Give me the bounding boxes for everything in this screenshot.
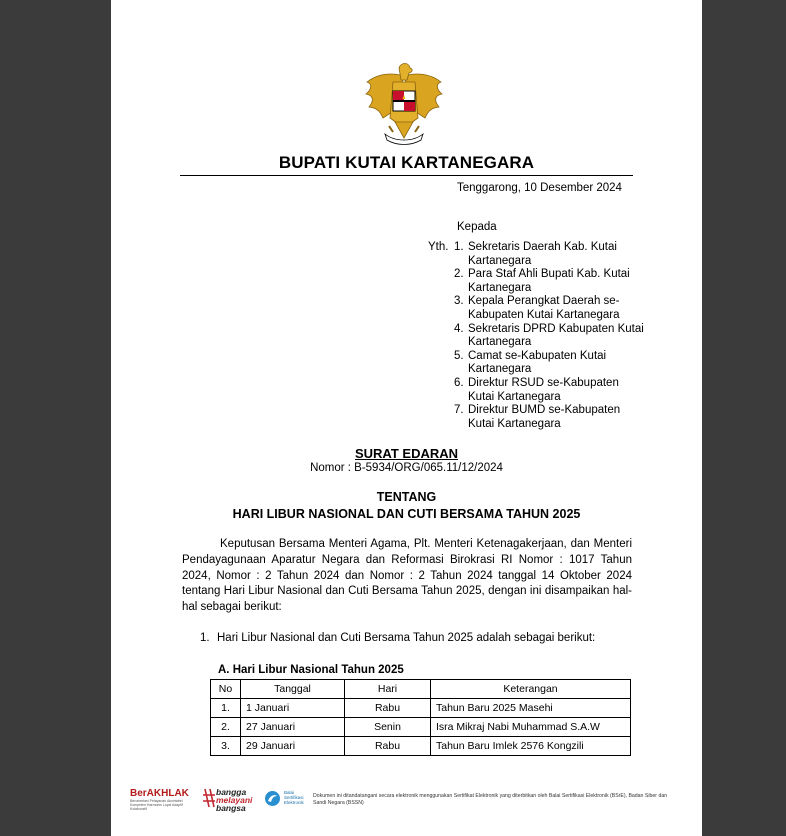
table-cell: Senin <box>345 718 431 737</box>
section-heading: A. Hari Libur Nasional Tahun 2025 <box>218 664 404 676</box>
table-cell: Isra Mikraj Nabi Muhammad S.A.W <box>431 718 631 737</box>
circular-subject: HARI LIBUR NASIONAL DAN CUTI BERSAMA TAHUN 2025 <box>232 507 581 521</box>
table-cell: 3. <box>211 737 241 756</box>
letter-date: Tenggarong, 10 Desember 2024 <box>457 182 622 194</box>
recipient-list <box>454 241 644 431</box>
tentang-heading: TENTANG <box>376 490 437 504</box>
bangga-melayani-mark-icon <box>203 787 215 809</box>
column-header: No <box>211 680 241 699</box>
column-header: Hari <box>345 680 431 699</box>
column-header: Tanggal <box>241 680 345 699</box>
holiday-table <box>210 679 631 756</box>
recipient-number: 6. <box>454 376 464 389</box>
intro-paragraph: Keputusan Bersama Menteri Agama, Plt. Menteri Ketenagakerjaan, dan Menteri Pendayagunaan Aparatur Negara dan Reformasi Birokrasi RI Nomor : 1017 Tahun 2024, Nomor : 2 Tahun 2024 dan Nomor : 2 Tahun 2024 tanggal 14 Oktober 2024 tentang Hari Libur Nasional dan Cuti Bersama Tahun 2025, dengan ini disampaikan hal-hal sebagai berikut: <box>182 538 632 614</box>
recipient-text: Kepala Perangkat Daerah se-Kabupaten Kutai Kartanegara <box>468 295 620 321</box>
kepada-label: Kepada <box>457 221 497 233</box>
table-row <box>211 737 631 756</box>
bangga-text: bangga <box>216 787 247 797</box>
issuer-title: BUPATI KUTAI KARTANEGARA <box>278 153 535 172</box>
table-cell: 29 Januari <box>241 737 345 756</box>
table-cell: Tahun Baru 2025 Masehi <box>431 699 631 718</box>
table-cell: 27 Januari <box>241 718 345 737</box>
table-cell: Tahun Baru Imlek 2576 Kongzili <box>431 737 631 756</box>
recipient-number: 4. <box>454 322 464 335</box>
recipient-text: Camat se-Kabupaten Kutai Kartanegara <box>468 349 607 376</box>
berakhlak-logo <box>130 788 192 811</box>
list-item <box>454 295 644 322</box>
item-number: 1. <box>200 632 210 644</box>
circular-title: SURAT EDARAN <box>354 446 459 461</box>
recipient-text: Para Staf Ahli Bupati Kab. Kutai Kartanegara <box>468 268 630 294</box>
bangsa-text: bangsa <box>216 803 246 813</box>
column-header: Keterangan <box>431 680 631 699</box>
table-row <box>211 699 631 718</box>
garuda-emblem-icon <box>363 62 445 150</box>
table-cell: Rabu <box>345 699 431 718</box>
recipient-number: 2. <box>454 268 464 281</box>
recipient-number: 1. <box>454 241 464 253</box>
table-cell: Rabu <box>345 737 431 756</box>
berakhlak-text: BerAKHLAK <box>130 788 189 799</box>
list-item <box>454 241 644 268</box>
recipient-number: 5. <box>454 349 464 362</box>
list-item <box>454 268 644 295</box>
recipient-text: Sekretaris Daerah Kab. Kutai Kartanegara <box>468 241 617 267</box>
yth-label: Yth. <box>428 241 449 253</box>
esign-disclaimer: Dokumen ini ditandatangani secara elektronik menggunakan Sertifikat Elektronik yang diterbitkan oleh Balai Sertifikasi Elektronik (BSrE), Badan Siber dan Sandi Negara (BSSN) <box>313 793 668 806</box>
circular-number: Nomor : B-5934/ORG/065.11/12/2024 <box>310 462 503 474</box>
recipient-text: Sekretaris DPRD Kabupaten Kutai Kartanegara <box>468 322 644 349</box>
table-header-row <box>211 680 631 699</box>
list-item <box>454 323 644 350</box>
table-row <box>211 718 631 737</box>
melayani-text: melayani <box>216 795 253 805</box>
berakhlak-tagline: Berorientasi Pelayanan Akuntabel Kompeten Harmonis Loyal Adaptif Kolaboratif <box>130 799 183 811</box>
table-cell: 2. <box>211 718 241 737</box>
document-page <box>111 0 702 836</box>
recipient-text: Direktur BUMD se-Kabupaten Kutai Kartanegara <box>468 404 621 430</box>
table-cell: 1. <box>211 699 241 718</box>
table-cell: 1 Januari <box>241 699 345 718</box>
item-text: Hari Libur Nasional dan Cuti Bersama Tahun 2025 adalah sebagai berikut: <box>217 632 596 644</box>
bsre-label: Balai Sertifikasi Elektronik <box>284 790 304 805</box>
recipient-number: 7. <box>454 404 464 417</box>
recipient-text: Direktur RSUD se-Kabupaten Kutai Kartanegara <box>468 376 619 403</box>
list-item <box>454 404 644 431</box>
recipient-number: 3. <box>454 295 464 308</box>
header-divider <box>180 175 633 176</box>
bsre-logo-icon <box>264 790 281 807</box>
list-item <box>454 350 644 377</box>
list-item <box>454 377 644 404</box>
bangga-melayani-logo <box>216 788 252 812</box>
